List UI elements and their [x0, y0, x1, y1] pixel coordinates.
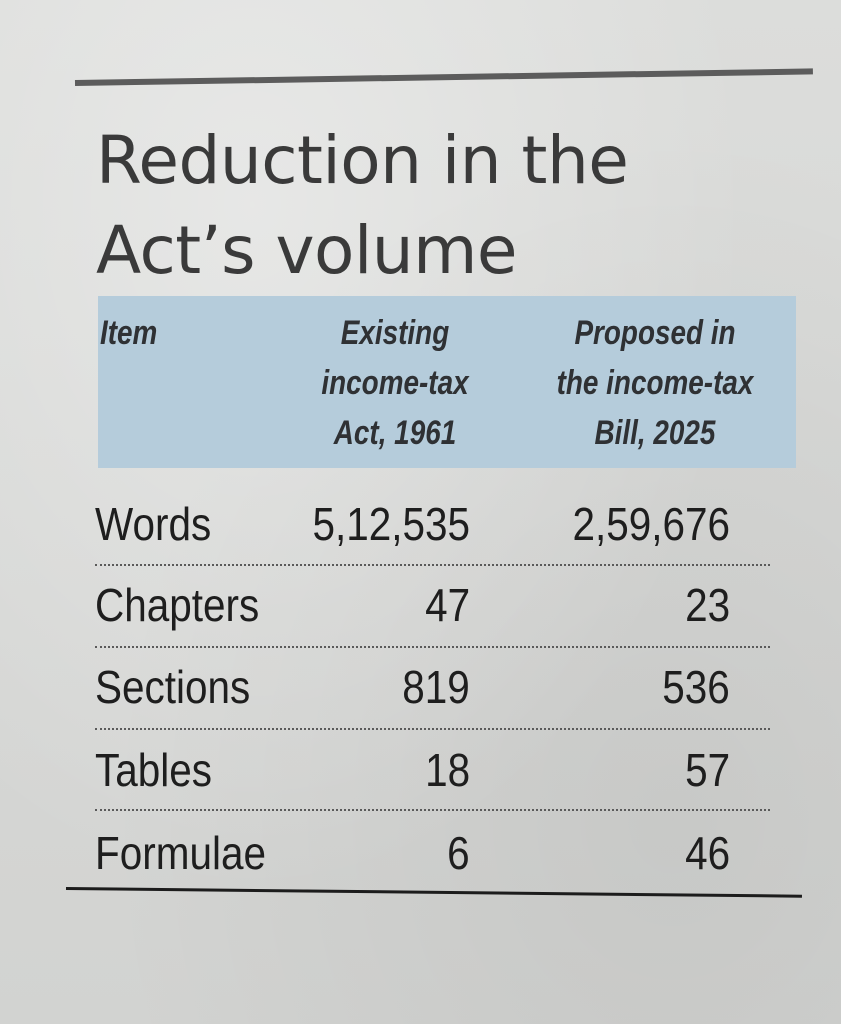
- existing-value: 6: [447, 827, 470, 879]
- proposed-value: 57: [684, 744, 730, 796]
- proposed-value: 536: [662, 661, 730, 713]
- proposed-value: 46: [684, 827, 730, 879]
- row-label: Chapters: [95, 579, 260, 631]
- column-header-proposed-line-2: the income-tax: [556, 364, 754, 402]
- title-line-2: Act’s volume: [96, 212, 518, 289]
- existing-value: 18: [424, 744, 470, 796]
- row-divider: [95, 809, 770, 811]
- column-header-item-label: Item: [100, 314, 158, 352]
- column-header-existing-line-1: Existing: [340, 314, 450, 352]
- row-label: Words: [95, 498, 212, 550]
- existing-value: 819: [402, 661, 470, 713]
- column-header-existing: [293, 308, 498, 458]
- column-header-proposed: [532, 308, 778, 458]
- row-divider: [95, 564, 770, 566]
- table-row-tables: [90, 740, 780, 820]
- table-row-words: [90, 494, 780, 574]
- article-title: [96, 116, 796, 296]
- row-label: Tables: [95, 744, 213, 796]
- column-header-proposed-line-3: Bill, 2025: [594, 414, 716, 452]
- existing-value: 47: [424, 579, 470, 631]
- row-label: Formulae: [95, 827, 266, 879]
- existing-value: 5,12,535: [312, 498, 470, 550]
- column-header-proposed-line-1: Proposed in: [574, 314, 736, 352]
- row-divider: [95, 646, 770, 648]
- proposed-value: 2,59,676: [572, 498, 730, 550]
- column-header-existing-line-2: income-tax: [321, 364, 469, 402]
- top-rule: [75, 68, 813, 86]
- title-line-1: Reduction in the: [96, 122, 629, 199]
- row-divider: [95, 728, 770, 730]
- proposed-value: 23: [684, 579, 730, 631]
- column-header-item: [100, 308, 157, 358]
- table-row-sections: [90, 657, 780, 737]
- row-label: Sections: [95, 661, 251, 713]
- column-header-existing-line-3: Act, 1961: [333, 414, 457, 452]
- table-row-chapters: [90, 575, 780, 655]
